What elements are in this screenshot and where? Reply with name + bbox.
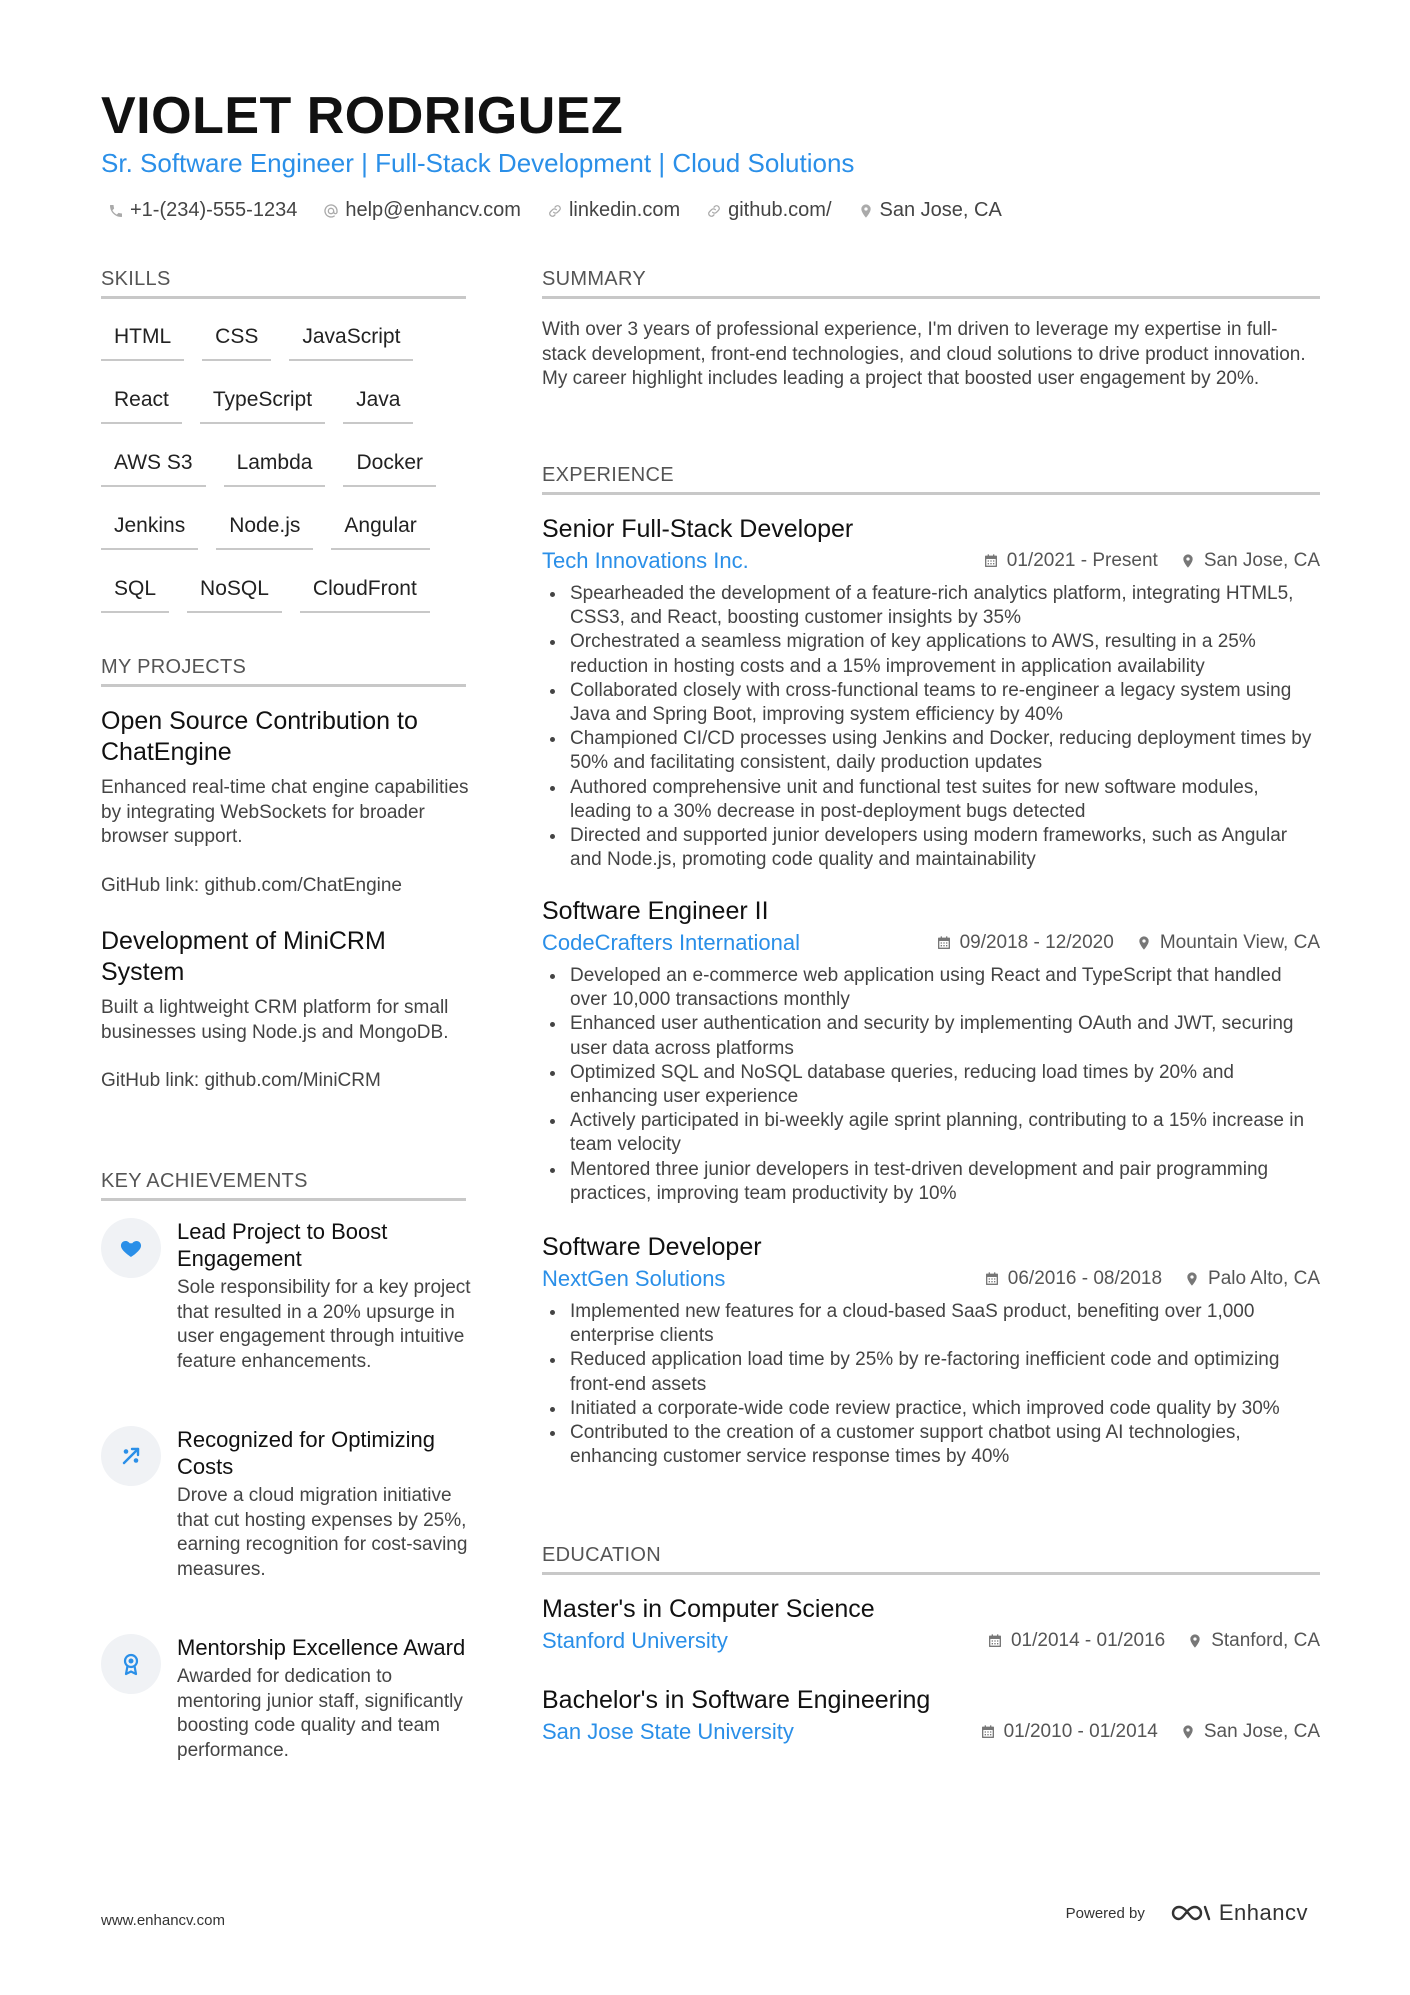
skill-tag: SQL xyxy=(101,569,169,613)
job-location xyxy=(1180,550,1320,572)
skill-tag: NoSQL xyxy=(187,569,282,613)
school-name: San Jose State University xyxy=(542,1719,794,1744)
edu-dates-text: 01/2010 - 01/2014 xyxy=(1003,1721,1158,1742)
experience-heading: EXPERIENCE xyxy=(542,464,1320,495)
contact-phone[interactable] xyxy=(108,199,297,222)
location-pin-icon xyxy=(1180,553,1196,569)
company-name: NextGen Solutions xyxy=(542,1266,726,1291)
contact-email[interactable] xyxy=(323,199,521,222)
skill-tag: Angular xyxy=(331,506,429,550)
bullet-item: Spearheaded the development of a feature-rich analytics platform, integrating HTML5, CSS3, and React, boosting customer insights by 35% xyxy=(542,582,1320,630)
company-name: Tech Innovations Inc. xyxy=(542,548,749,573)
job-dates xyxy=(983,550,1158,572)
skills-list xyxy=(101,317,466,632)
skill-tag: CloudFront xyxy=(300,569,430,613)
achievement-item xyxy=(101,1426,471,1626)
project-link[interactable]: GitHub link: github.com/MiniCRM xyxy=(101,1070,381,1091)
at-icon xyxy=(323,203,339,219)
skill-tag: TypeScript xyxy=(200,380,325,424)
edu-dates xyxy=(987,1630,1165,1652)
project-link[interactable]: GitHub link: github.com/ChatEngine xyxy=(101,874,402,896)
calendar-icon xyxy=(983,553,999,569)
job-location-text: San Jose, CA xyxy=(1203,550,1320,571)
skill-row xyxy=(101,443,466,487)
brand-name: Enhancv xyxy=(1218,1900,1308,1925)
achievements-heading: KEY ACHIEVEMENTS xyxy=(101,1170,466,1201)
education-item xyxy=(542,1685,1320,1749)
achievement-title: Recognized for Optimizing Costs xyxy=(177,1427,436,1479)
project-title: Open Source Contribution to ChatEngine xyxy=(101,707,418,766)
powered-by-label: Powered by xyxy=(1065,1904,1145,1922)
candidate-headline: Sr. Software Engineer | Full-Stack Development | Cloud Solutions xyxy=(101,148,855,178)
school-name: Stanford University xyxy=(542,1628,728,1653)
project-description: Enhanced real-time chat engine capabilities by integrating WebSockets for broader browser support. xyxy=(101,777,469,847)
degree-title: Master's in Computer Science xyxy=(542,1595,875,1623)
job-location-text: Palo Alto, CA xyxy=(1208,1268,1320,1289)
contact-phone-text: +1-(234)-555-1234 xyxy=(130,199,298,221)
contact-linkedin-text: linkedin.com xyxy=(568,199,681,221)
skill-row xyxy=(101,317,466,361)
percent-trend-icon xyxy=(101,1426,161,1486)
projects-heading: MY PROJECTS xyxy=(101,656,466,687)
bullet-item: Championed CI/CD processes using Jenkins and Docker, reducing deployment times by 50% and facilitating consistent, daily production updates xyxy=(542,727,1320,775)
job-dates xyxy=(984,1268,1162,1290)
calendar-icon xyxy=(984,1271,1000,1287)
project-title: Development of MiniCRM System xyxy=(101,927,386,986)
bullet-item: Initiated a corporate-wide code review practice, which improved code quality by 30% xyxy=(542,1397,1320,1421)
skill-tag: React xyxy=(101,380,182,424)
link-icon xyxy=(706,203,722,219)
skill-tag: AWS S3 xyxy=(101,443,206,487)
project-item xyxy=(101,926,471,1094)
achievement-title: Mentorship Excellence Award xyxy=(177,1635,466,1660)
experience-item xyxy=(542,1232,1320,1469)
achievement-item xyxy=(101,1634,471,1834)
contact-github-text: github.com/ xyxy=(728,199,832,221)
job-title: Software Engineer II xyxy=(542,897,769,925)
edu-location xyxy=(1180,1721,1320,1743)
candidate-name: VIOLET RODRIGUEZ xyxy=(101,87,624,145)
contact-location xyxy=(858,199,1002,222)
location-pin-icon xyxy=(1187,1633,1203,1649)
contact-linkedin[interactable] xyxy=(547,199,680,222)
location-pin-icon xyxy=(858,203,874,219)
calendar-icon xyxy=(980,1724,996,1740)
job-dates-text: 09/2018 - 12/2020 xyxy=(959,932,1114,953)
bullet-item: Authored comprehensive unit and functional test suites for new software modules, leading to a 30% decrease in post-deployment bugs detected xyxy=(542,776,1320,824)
award-ribbon-icon xyxy=(101,1634,161,1694)
enhancv-logo[interactable] xyxy=(1167,1900,1308,1926)
contact-location-text: San Jose, CA xyxy=(879,199,1002,221)
heart-icon xyxy=(101,1218,161,1278)
job-dates xyxy=(936,932,1114,954)
calendar-icon xyxy=(987,1633,1003,1649)
education-heading: EDUCATION xyxy=(542,1544,1320,1575)
experience-item xyxy=(542,896,1320,1206)
project-item xyxy=(101,706,471,898)
skill-tag: Node.js xyxy=(216,506,313,550)
bullet-item: Reduced application load time by 25% by re-factoring inefficient code and optimizing front-end assets xyxy=(542,1348,1320,1396)
skill-tag: JavaScript xyxy=(289,317,413,361)
skill-tag: Jenkins xyxy=(101,506,198,550)
phone-icon xyxy=(108,203,124,219)
edu-dates xyxy=(980,1721,1158,1743)
achievement-description: Drove a cloud migration initiative that cut hosting expenses by 25%, earning recognition for cost-saving measures. xyxy=(177,1485,468,1580)
achievement-description: Sole responsibility for a key project that resulted in a 20% upsurge in user engagement through intuitive feature enhancements. xyxy=(177,1277,471,1372)
bullet-item: Enhanced user authentication and security by implementing OAuth and JWT, securing user data across platforms xyxy=(542,1012,1320,1060)
bullet-item: Directed and supported junior developers using modern frameworks, such as Angular and Node.js, promoting code quality and maintainability xyxy=(542,824,1320,872)
job-bullets xyxy=(542,1300,1320,1469)
skill-tag: Lambda xyxy=(224,443,326,487)
footer-url[interactable]: www.enhancv.com xyxy=(101,1912,225,1929)
project-description: Built a lightweight CRM platform for small businesses using Node.js and MongoDB. xyxy=(101,997,449,1043)
skill-row xyxy=(101,380,466,424)
skill-tag: Java xyxy=(343,380,413,424)
job-location xyxy=(1136,932,1320,954)
job-bullets xyxy=(542,964,1320,1206)
summary-text: With over 3 years of professional experience, I'm driven to leverage my expertise in full-stack development, front-end technologies, and cloud solutions to drive product innovation. My career highlight includes leading a project that boosted user engagement by 20%. xyxy=(542,319,1306,389)
contact-bar xyxy=(108,199,1002,222)
edu-location-text: San Jose, CA xyxy=(1203,1721,1320,1742)
contact-github[interactable] xyxy=(706,199,831,222)
education-item xyxy=(542,1594,1320,1658)
skill-row xyxy=(101,506,466,550)
skill-tag: Docker xyxy=(343,443,436,487)
job-title: Software Developer xyxy=(542,1233,762,1261)
edu-location xyxy=(1187,1630,1320,1652)
company-name: CodeCrafters International xyxy=(542,930,801,955)
bullet-item: Optimized SQL and NoSQL database queries, reducing load times by 20% and enhancing user experience xyxy=(542,1061,1320,1109)
job-bullets xyxy=(542,582,1320,872)
achievement-title: Lead Project to Boost Engagement xyxy=(177,1219,388,1271)
bullet-item: Collaborated closely with cross-functional teams to re-engineer a legacy system using Java and Spring Boot, improving system efficiency by 40% xyxy=(542,679,1320,727)
calendar-icon xyxy=(936,935,952,951)
bullet-item: Contributed to the creation of a customer support chatbot using AI technologies, enhancing customer service response times by 40% xyxy=(542,1421,1320,1469)
bullet-item: Actively participated in bi-weekly agile sprint planning, contributing to a 15% increase in team velocity xyxy=(542,1109,1320,1157)
degree-title: Bachelor's in Software Engineering xyxy=(542,1686,931,1714)
skill-tag: CSS xyxy=(202,317,271,361)
location-pin-icon xyxy=(1184,1271,1200,1287)
contact-email-text: help@enhancv.com xyxy=(345,199,521,221)
bullet-item: Mentored three junior developers in test-driven development and pair programming practices, improving team productivity by 10% xyxy=(542,1158,1320,1206)
job-dates-text: 06/2016 - 08/2018 xyxy=(1007,1268,1163,1289)
achievement-description: Awarded for dedication to mentoring junior staff, significantly boosting code quality and team performance. xyxy=(177,1666,463,1761)
location-pin-icon xyxy=(1136,935,1152,951)
skill-row xyxy=(101,569,466,613)
link-icon xyxy=(547,203,563,219)
job-location xyxy=(1184,1268,1320,1290)
experience-item xyxy=(542,514,1320,872)
skill-tag: HTML xyxy=(101,317,184,361)
location-pin-icon xyxy=(1180,1724,1196,1740)
infinity-logo-icon xyxy=(1167,1901,1213,1925)
bullet-item: Orchestrated a seamless migration of key applications to AWS, resulting in a 25% reduction in hosting costs and a 15% improvement in application availability xyxy=(542,630,1320,678)
bullet-item: Implemented new features for a cloud-based SaaS product, benefiting over 1,000 enterprise clients xyxy=(542,1300,1320,1348)
achievement-item xyxy=(101,1218,471,1418)
skills-heading: SKILLS xyxy=(101,268,466,299)
job-location-text: Mountain View, CA xyxy=(1159,932,1320,953)
edu-dates-text: 01/2014 - 01/2016 xyxy=(1010,1630,1166,1651)
bullet-item: Developed an e-commerce web application using React and TypeScript that handled over 10,000 transactions monthly xyxy=(542,964,1320,1012)
footer-brand xyxy=(1066,1900,1308,1926)
job-dates-text: 01/2021 - Present xyxy=(1006,550,1158,571)
edu-location-text: Stanford, CA xyxy=(1211,1630,1320,1651)
job-title: Senior Full-Stack Developer xyxy=(542,515,854,543)
summary-heading: SUMMARY xyxy=(542,268,1320,299)
